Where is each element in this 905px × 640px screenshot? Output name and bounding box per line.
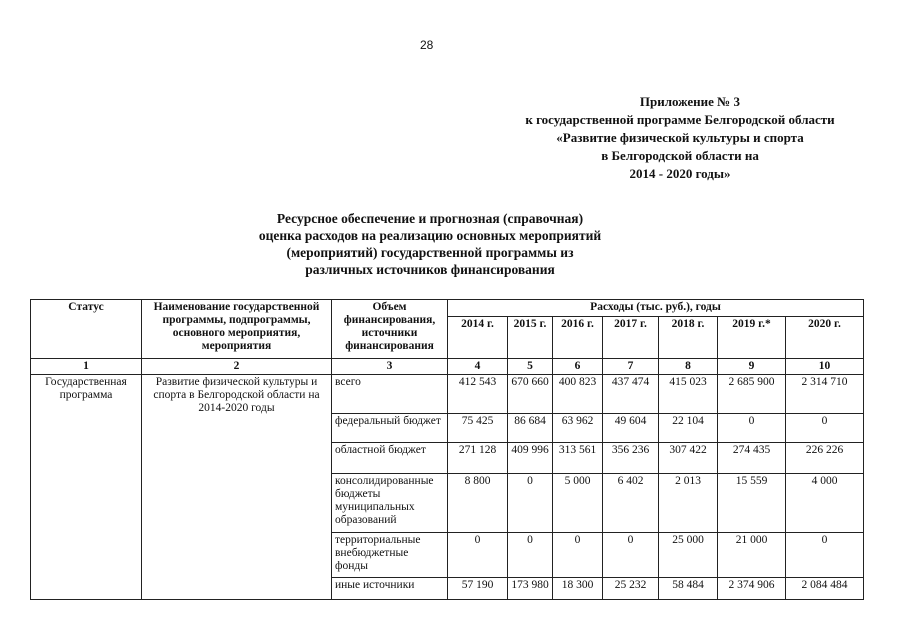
value-cell: 313 561	[553, 443, 603, 474]
header-year: 2016 г.	[553, 317, 603, 359]
page-number: 28	[420, 38, 434, 52]
column-number: 1	[31, 359, 142, 375]
value-cell: 86 684	[508, 414, 553, 443]
value-cell: 0	[448, 533, 508, 578]
value-cell: 2 013	[659, 474, 718, 533]
title-line: оценка расходов на реализацию основных мероприятий	[258, 228, 602, 243]
value-cell: 75 425	[448, 414, 508, 443]
value-cell: 226 226	[786, 443, 864, 474]
value-cell: 4 000	[786, 474, 864, 533]
financing-table	[30, 299, 864, 600]
value-cell: 307 422	[659, 443, 718, 474]
header-year: 2014 г.	[448, 317, 508, 359]
column-number: 4	[448, 359, 508, 375]
source-cell: областной бюджет	[332, 443, 448, 474]
document-title	[200, 210, 660, 278]
value-cell: 2 314 710	[786, 375, 864, 414]
value-cell: 670 660	[508, 375, 553, 414]
column-number: 6	[553, 359, 603, 375]
appendix-header	[470, 93, 890, 183]
value-cell: 409 996	[508, 443, 553, 474]
column-number: 5	[508, 359, 553, 375]
title-line: Ресурсное обеспечение и прогнозная (справочная)	[276, 211, 584, 226]
value-cell: 0	[603, 533, 659, 578]
value-cell: 2 374 906	[718, 578, 786, 600]
value-cell: 6 402	[603, 474, 659, 533]
value-cell: 2 084 484	[786, 578, 864, 600]
appendix-line: в Белгородской области на	[601, 148, 759, 163]
source-cell: территориальные внебюджетные фонды	[332, 533, 448, 578]
header-expenses: Расходы (тыс. руб.), годы	[448, 300, 864, 317]
header-status: Статус	[31, 300, 142, 359]
value-cell: 57 190	[448, 578, 508, 600]
appendix-line: к государственной программе Белгородской области	[525, 112, 835, 127]
value-cell: 25 232	[603, 578, 659, 600]
value-cell: 0	[553, 533, 603, 578]
value-cell: 356 236	[603, 443, 659, 474]
value-cell: 173 980	[508, 578, 553, 600]
header-year: 2018 г.	[659, 317, 718, 359]
value-cell: 5 000	[553, 474, 603, 533]
value-cell: 58 484	[659, 578, 718, 600]
header-year: 2019 г.*	[718, 317, 786, 359]
value-cell: 22 104	[659, 414, 718, 443]
header-year: 2020 г.	[786, 317, 864, 359]
column-number: 3	[332, 359, 448, 375]
value-cell: 437 474	[603, 375, 659, 414]
value-cell: 0	[508, 474, 553, 533]
appendix-title: Приложение № 3	[639, 94, 740, 109]
value-cell: 8 800	[448, 474, 508, 533]
value-cell: 21 000	[718, 533, 786, 578]
title-line: (мероприятий) государственной программы из	[286, 245, 574, 260]
value-cell: 63 962	[553, 414, 603, 443]
value-cell: 274 435	[718, 443, 786, 474]
value-cell: 400 823	[553, 375, 603, 414]
value-cell: 18 300	[553, 578, 603, 600]
value-cell: 415 023	[659, 375, 718, 414]
header-year: 2015 г.	[508, 317, 553, 359]
appendix-line: «Развитие физической культуры и спорта	[556, 130, 804, 145]
column-number: 2	[142, 359, 332, 375]
value-cell: 271 128	[448, 443, 508, 474]
value-cell: 15 559	[718, 474, 786, 533]
value-cell: 0	[508, 533, 553, 578]
column-number: 9	[718, 359, 786, 375]
value-cell: 0	[786, 533, 864, 578]
header-year: 2017 г.	[603, 317, 659, 359]
appendix-line: 2014 - 2020 годы»	[629, 166, 731, 181]
value-cell: 412 543	[448, 375, 508, 414]
source-cell: иные источники	[332, 578, 448, 600]
title-line: различных источников финансирования	[305, 262, 555, 277]
header-name: Наименование государственной программы, подпрограммы, основного мероприятия, мероприятия	[142, 300, 332, 359]
column-number: 10	[786, 359, 864, 375]
source-cell: консолидированные бюджеты муниципальных образований	[332, 474, 448, 533]
value-cell: 49 604	[603, 414, 659, 443]
column-number: 7	[603, 359, 659, 375]
source-cell: федеральный бюджет	[332, 414, 448, 443]
status-cell: Государственная программа	[31, 375, 142, 600]
column-number: 8	[659, 359, 718, 375]
value-cell: 0	[786, 414, 864, 443]
source-cell: всего	[332, 375, 448, 414]
value-cell: 2 685 900	[718, 375, 786, 414]
value-cell: 25 000	[659, 533, 718, 578]
value-cell: 0	[718, 414, 786, 443]
header-volume: Объем финансирования, источники финансирования	[332, 300, 448, 359]
program-name-cell: Развитие физической культуры и спорта в Белгородской области на 2014-2020 годы	[142, 375, 332, 600]
